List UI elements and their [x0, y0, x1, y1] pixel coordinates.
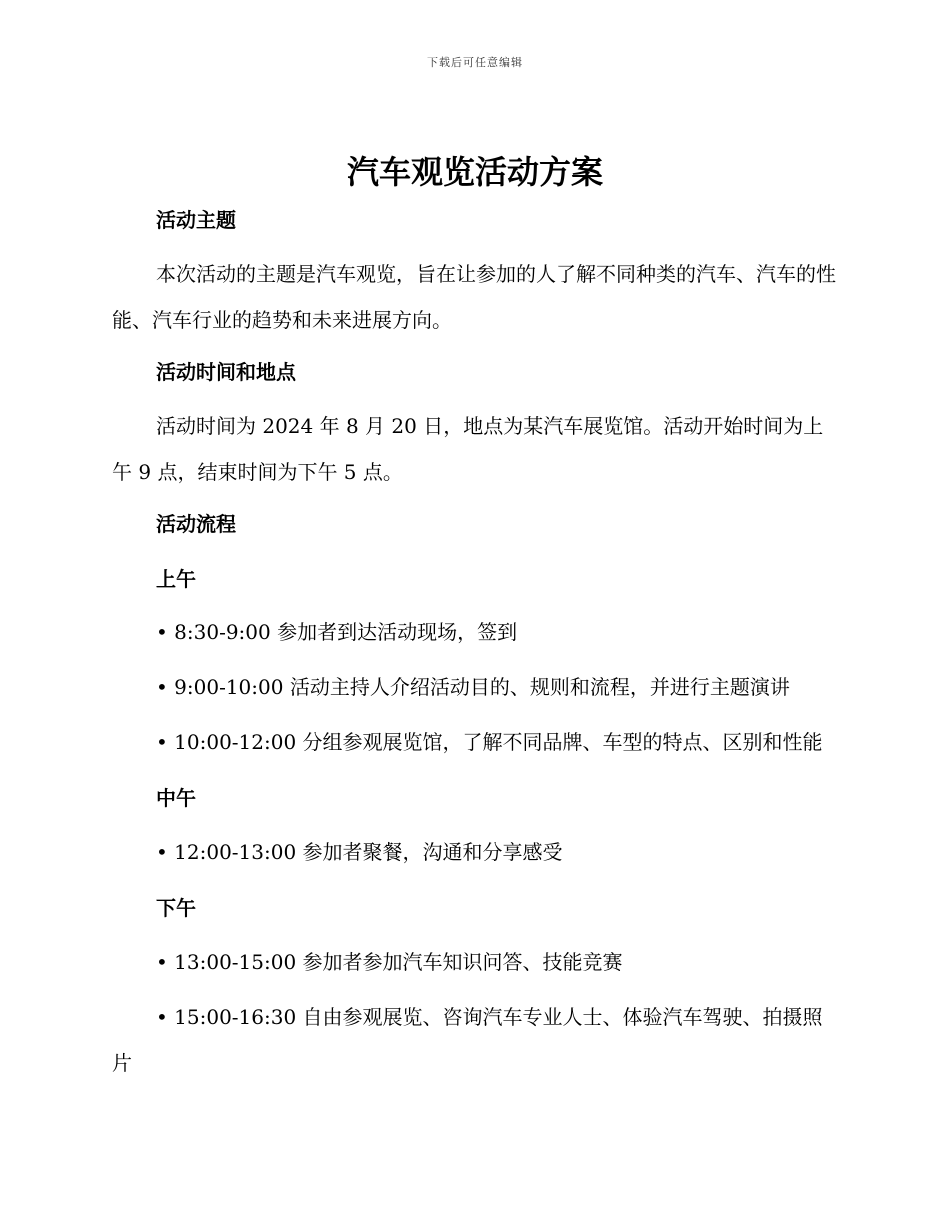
section-heading-theme: 活动主题: [156, 208, 236, 232]
list-item: • 9:00-10:00 活动主持人介绍活动目的、规则和流程，并进行主题演讲: [156, 675, 790, 699]
list-item: • 13:00-15:00 参加者参加汽车知识问答、技能竞赛: [156, 950, 623, 974]
list-item: • 10:00-12:00 分组参观展览馆，了解不同品牌、车型的特点、区别和性能: [156, 730, 823, 754]
section-paragraph-theme: 本次活动的主题是汽车观览，旨在让参加的人了解不同种类的汽车、汽车的性能、汽车行业的趋势和未来进展方向。: [112, 262, 836, 332]
section-paragraph-time-place: 活动时间为 2024 年 8 月 20 日，地点为某汽车展览馆。活动开始时间为上午 9 点，结束时间为下午 5 点。: [112, 414, 824, 484]
header-note: 下载后可任意编辑: [427, 56, 523, 69]
subheading-morning: 上午: [156, 567, 196, 591]
section-heading-time-place: 活动时间和地点: [156, 360, 296, 384]
list-item: • 12:00-13:00 参加者聚餐，沟通和分享感受: [156, 840, 563, 864]
section-heading-process: 活动流程: [156, 512, 236, 536]
list-item: • 15:00-16:30 自由参观展览、咨询汽车专业人士、体验汽车驾驶、拍摄照片: [112, 1005, 823, 1075]
list-item: • 8:30-9:00 参加者到达活动现场，签到: [156, 620, 518, 644]
document-title: 汽车观览活动方案: [346, 153, 603, 191]
subheading-noon: 中午: [156, 786, 196, 810]
subheading-afternoon: 下午: [156, 896, 196, 920]
